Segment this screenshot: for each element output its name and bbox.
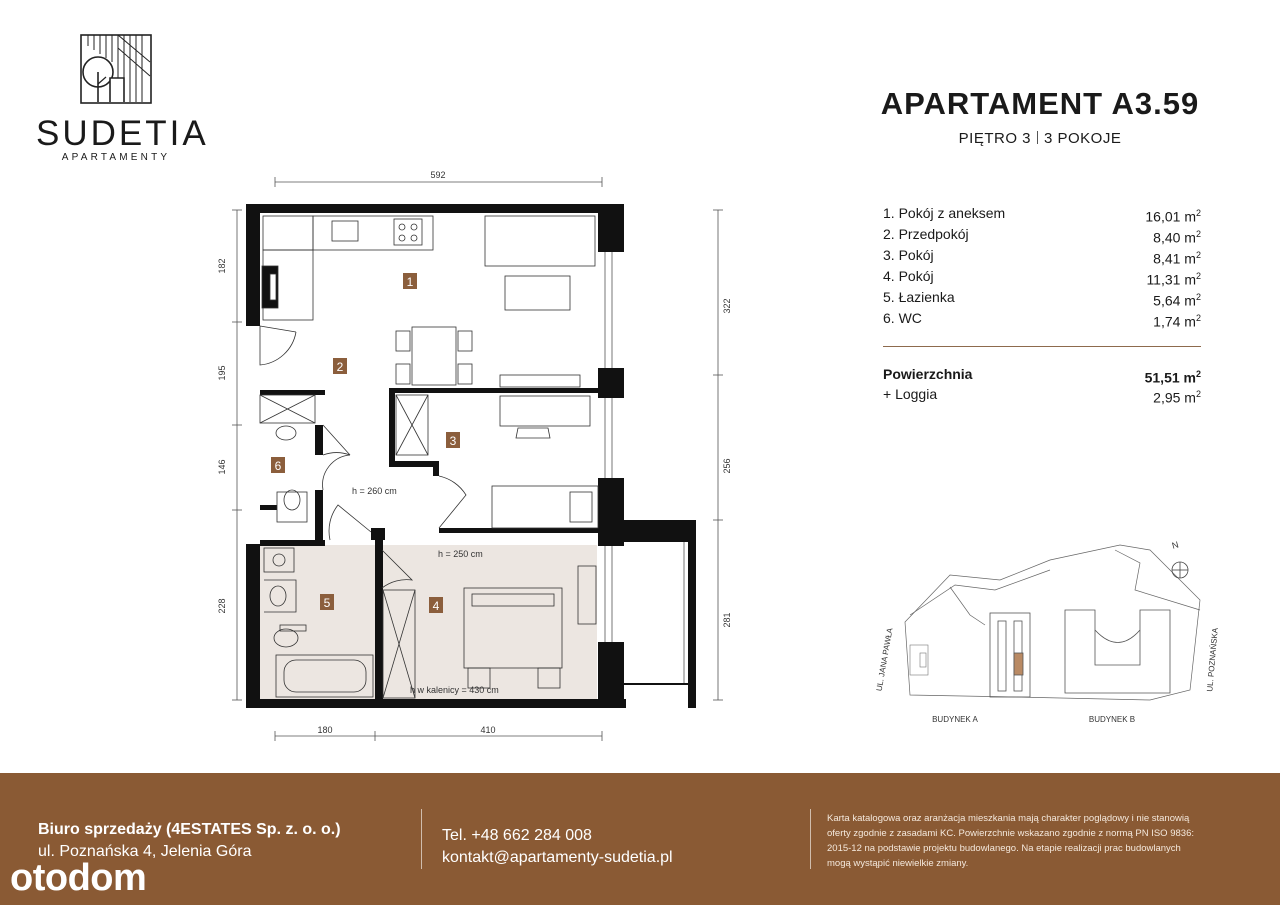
brand-subtitle: APARTAMENTY <box>61 152 171 163</box>
street-label-2: UL. POZNAŃSKA <box>1205 627 1220 693</box>
summary-divider <box>883 346 1201 347</box>
room-row <box>883 245 1201 266</box>
dim-left-2: 195 <box>217 365 227 381</box>
bedroom-fill <box>382 545 597 700</box>
north-label: N <box>1170 539 1180 551</box>
site-plan <box>850 535 1220 735</box>
site-outline <box>905 545 1200 700</box>
brand-name: SUDETIA <box>36 114 209 153</box>
room-number: 4 <box>432 599 440 613</box>
room-area: 16,01 $m^2$ <box>1145 208 1201 225</box>
street-label-1: UL. JANA PAWŁA <box>874 627 895 692</box>
room-number: 2 <box>336 360 344 374</box>
phone-link[interactable]: Tel. +48 662 284 008 <box>442 827 592 844</box>
room-row <box>883 203 1201 224</box>
dim-left-3: 146 <box>217 459 227 475</box>
dim-right-3: 281 <box>722 612 732 628</box>
sudetia-logo-icon <box>80 34 152 104</box>
dim-left-4: 228 <box>217 598 227 614</box>
floor-label: PIĘTRO 3 <box>958 130 1031 147</box>
footer <box>0 773 1280 905</box>
total-area-value: 51,51 $m^2$ <box>1144 369 1201 386</box>
building-a <box>990 613 1030 697</box>
total-area-row <box>883 365 1201 385</box>
email-link[interactable]: kontakt@apartamenty-sudetia.pl <box>442 849 673 866</box>
dim-right-2: 256 <box>722 458 732 474</box>
room-row <box>883 266 1201 287</box>
room-number: 6 <box>274 459 282 473</box>
room-area: 8,40 $m^2$ <box>1153 229 1201 246</box>
room-label: 4. Pokój <box>883 268 934 284</box>
apartment-title: APARTAMENT A3.59 <box>880 86 1200 121</box>
room-area: 1,74 $m^2$ <box>1153 313 1201 330</box>
room-number: 5 <box>323 596 331 610</box>
loggia-value: 2,95 $m^2$ <box>1153 389 1201 406</box>
room-area: 11,31 $m^2$ <box>1146 271 1201 288</box>
room-row <box>883 308 1201 329</box>
room-number: 1 <box>406 275 414 289</box>
loggia-row <box>883 385 1201 405</box>
floor-plan <box>200 170 740 745</box>
office-address: ul. Poznańska 4, Jelenia Góra <box>38 843 252 860</box>
building-b-label: BUDYNEK B <box>1088 715 1136 724</box>
room-label: 6. WC <box>883 310 922 326</box>
height-label-1: h = 260 cm <box>352 486 397 496</box>
total-area-label: Powierzchnia <box>883 366 973 382</box>
room-label: 2. Przedpokój <box>883 226 969 242</box>
dim-left-1: 182 <box>217 258 227 274</box>
compass-icon <box>1172 562 1188 578</box>
bathroom-fill <box>260 545 375 700</box>
dim-top: 592 <box>430 170 446 180</box>
room-label: 5. Łazienka <box>883 289 955 305</box>
dim-bottom-2: 410 <box>480 725 496 735</box>
site-extras <box>910 645 928 675</box>
room-list <box>883 203 1201 329</box>
disclaimer: Karta katalogowa oraz aranżacja mieszkania mają charakter poglądowy i nie stanowią oferty zgodnie z zasadami KC. Powierzchnie wskazano zgodnie z normą PN ISO 9836: 2015-12 na podstawie projektu budowlanego. Na etapie realizacji prac budowlanych mogą wystąpić niewielkie zmiany. <box>827 813 1194 869</box>
windows <box>605 252 684 683</box>
separator <box>1037 131 1038 144</box>
height-label-3: h w kalenicy = 430 cm <box>410 685 499 695</box>
apartment-subtitle <box>870 130 1210 147</box>
room-label: 3. Pokój <box>883 247 934 263</box>
dim-right-1: 322 <box>722 298 732 314</box>
room-area: 8,41 $m^2$ <box>1153 250 1201 267</box>
footer-divider <box>810 809 811 869</box>
height-label-2: h = 250 cm <box>438 549 483 559</box>
building-a-label: BUDYNEK A <box>932 715 978 724</box>
rooms-count-label: 3 POKOJE <box>1044 130 1122 147</box>
room-row <box>883 287 1201 308</box>
building-b <box>1065 610 1170 693</box>
room-number: 3 <box>449 434 457 448</box>
otodom-watermark: otodom <box>10 857 147 899</box>
loggia-label: + Loggia <box>883 386 938 402</box>
office-title: Biuro sprzedaży (4ESTATES Sp. z. o. o.) <box>38 821 341 838</box>
area-summary <box>883 365 1201 405</box>
dim-bottom-1: 180 <box>317 725 333 735</box>
room-area: 5,64 $m^2$ <box>1153 292 1201 309</box>
room-row <box>883 224 1201 245</box>
room-label: 1. Pokój z aneksem <box>883 205 1006 221</box>
footer-divider <box>421 809 422 869</box>
